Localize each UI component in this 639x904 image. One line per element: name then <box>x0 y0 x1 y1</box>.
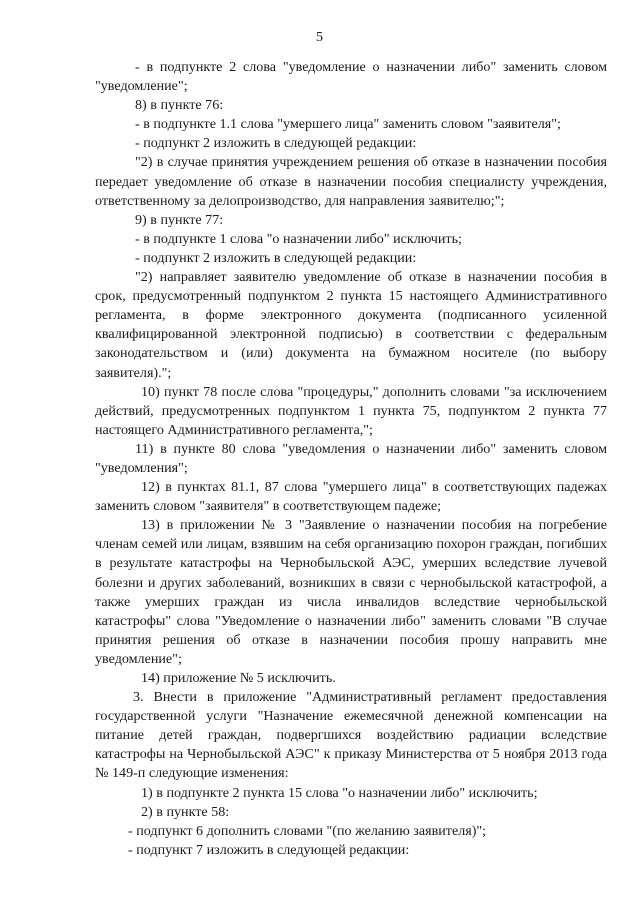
paragraph: 13) в приложении № 3 "Заявление о назначении пособия на погребение членам семей или лицам, взявшим на себя организацию похорон граждан, погибших в результате катастрофы на Чернобыльской АЭС, умерших вследствие лучевой болезни и других заболеваний, возникших в связи с чернобыльской катастрофой, а также умерших граждан из числа инвалидов вследствие чернобыльской катастрофы" слова "Уведомление о назначении либо" заменить словами "В случае принятия решения об отказе в назначении пособия прошу направить мне уведомление"; <box>95 517 607 667</box>
paragraph: - в подпункте 1.1 слова "умершего лица" заменить словом "заявителя"; <box>135 116 561 133</box>
paragraph: - подпункт 7 изложить в следующей редакции: <box>128 841 410 858</box>
paragraph: 11) в пункте 80 слова "уведомления о назначении либо" заменить словом "уведомления"; <box>95 440 607 476</box>
paragraph: - в подпункте 1 слова "о назначении либо" исключить; <box>135 230 462 247</box>
paragraph: 12) в пунктах 81.1, 87 слова "умершего лица" в соответствующих падежах заменить словом "заявителя" в соответствующем падеже; <box>95 479 607 515</box>
paragraph: 3. Внести в приложение "Административный регламент предоставления государственной услуги "Назначение ежемесячной денежной компенсации на питание детей граждан, подвергшихся воздействию радиации вследствие катастрофы на Чернобыльской АЭС" к приказу Министерства от 5 ноября 2013 года № 149-п следующие изменения: <box>95 689 607 782</box>
paragraph: - подпункт 2 изложить в следующей редакции: <box>135 249 417 266</box>
paragraph: 2) в пункте 58: <box>141 803 230 820</box>
paragraph: - подпункт 6 дополнить словами "(по желанию заявителя)"; <box>128 822 487 839</box>
document-body <box>95 58 607 860</box>
paragraph: 1) в подпункте 2 пункта 15 слова "о назначении либо" исключить; <box>141 784 538 801</box>
paragraph: 10) пункт 78 после слова "процедуры," дополнить словами "за исключением действий, предусмотренных подпунктом 1 пункта 75, подпунктом 2 пункта 77 настоящего Административного регламента,"; <box>95 383 607 438</box>
paragraph: 8) в пункте 76: <box>135 97 224 114</box>
paragraph: "2) направляет заявителю уведомление об отказе в назначении пособия в срок, предусмотренный подпунктом 2 пункта 15 настоящего Административного регламента, в форме электронного документа (подписанного усиленной квалифицированной электронной подписью) в соответствии с федеральным законодательством и (или) документа на бумажном носителе (по выбору заявителя)."; <box>95 269 607 381</box>
paragraph: "2) в случае принятия учреждением решения об отказе в назначении пособия передает уведомление об отказе в назначении пособия специалисту учреждения, ответственному за делопроизводство, для направления заявителю;"; <box>95 154 607 209</box>
paragraph: 9) в пункте 77: <box>135 211 224 228</box>
paragraph: 14) приложение № 5 исключить. <box>141 670 336 686</box>
paragraph: - в подпункте 2 слова "уведомление о назначении либо" заменить словом "уведомление"; <box>95 59 607 95</box>
page-number: 5 <box>316 30 323 45</box>
paragraph: - подпункт 2 изложить в следующей редакции: <box>135 135 417 152</box>
